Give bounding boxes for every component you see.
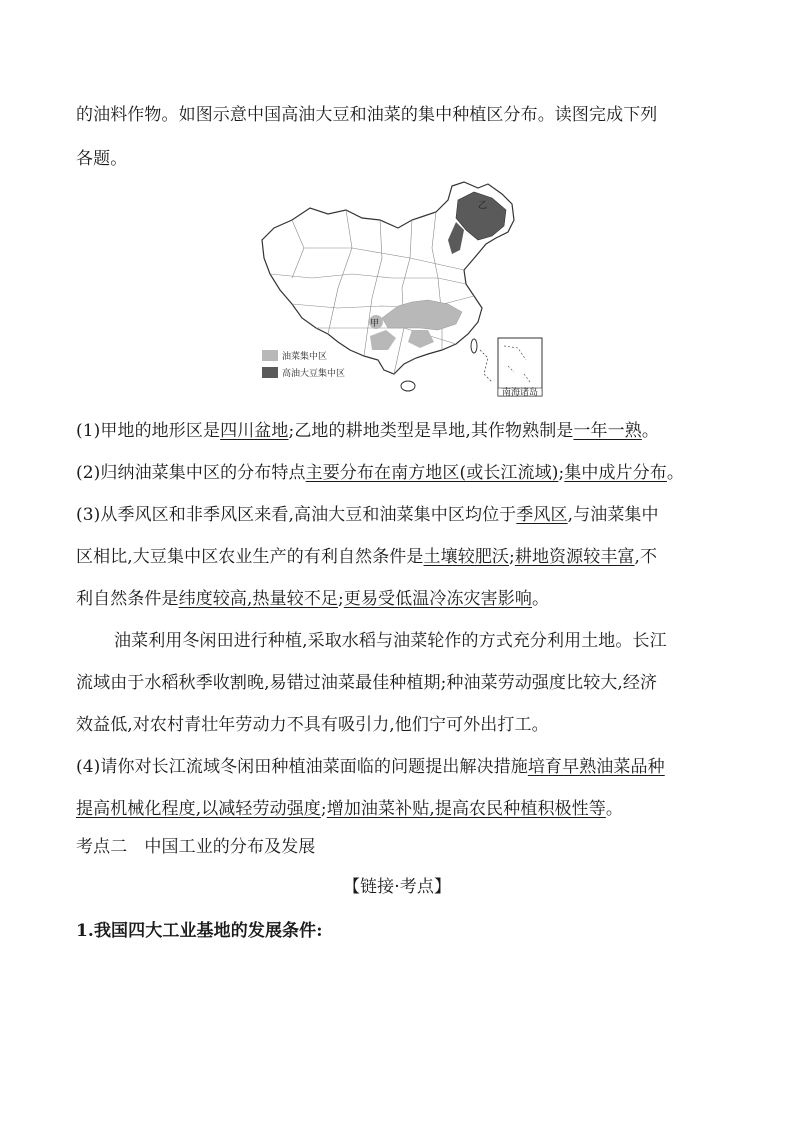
legend-label-soybean: 高油大豆集中区 bbox=[282, 369, 346, 379]
answer-3b: 土壤较肥沃 bbox=[423, 547, 510, 567]
answer-3d: 纬度较高,热量较不足 bbox=[178, 589, 339, 609]
answer-3c: 耕地资源较丰富 bbox=[514, 547, 635, 567]
answer-2b: 集中成片分布 bbox=[564, 463, 667, 483]
link-heading: 【链接·考点】 bbox=[342, 877, 452, 897]
paragraph-line-2: 流域由于水稻秋季收割晚,易错过油菜最佳种植期;种油菜劳动强度比较大,经济 bbox=[76, 673, 658, 693]
answer-2a: 主要分布在南方地区(或长江流域) bbox=[305, 463, 559, 483]
question-2: (2)归纳油菜集中区的分布特点主要分布在南方地区(或长江流域);集中成片分布。 bbox=[76, 463, 685, 483]
answer-4a: 培育早熟油菜品种 bbox=[527, 757, 665, 777]
question-3-line-3: 利自然条件是纬度较高,热量较不足;更易受低温冷冻灾害影响。 bbox=[76, 589, 550, 609]
paragraph-line-3: 效益低,对农村青壮年劳动力不具有吸引力,他们宁可外出打工。 bbox=[76, 715, 549, 735]
label-jia: 甲 bbox=[370, 319, 380, 329]
answer-3e: 更易受低温冷冻灾害影响 bbox=[343, 589, 532, 609]
section-heading: 考点二 中国工业的分布及发展 bbox=[76, 837, 316, 857]
intro-line-1: 的油料作物。如图示意中国高油大豆和油菜的集中种植区分布。读图完成下列 bbox=[76, 105, 658, 125]
question-4-line-1: (4)请你对长江流域冬闲田种植油菜面临的问题提出解决措施培育早熟油菜品种 bbox=[76, 757, 665, 777]
answer-4c: 增加油菜补贴,提高农民种植积极性等 bbox=[326, 799, 606, 819]
answer-3a: 季风区 bbox=[516, 505, 568, 525]
legend-swatch-rapeseed bbox=[262, 350, 278, 361]
label-yi: 乙 bbox=[478, 201, 488, 211]
china-crop-distribution-map bbox=[252, 178, 549, 400]
answer-4b: 提高机械化程度,以减轻劳动强度 bbox=[76, 799, 321, 819]
question-3-line-1: (3)从季风区和非季风区来看,高油大豆和油菜集中区均位于季风区,与油菜集中 bbox=[76, 505, 659, 525]
answer-1b: 一年一熟 bbox=[573, 421, 642, 441]
question-4-line-2: 提高机械化程度,以减轻劳动强度;增加油菜补贴,提高农民种植积极性等。 bbox=[76, 799, 623, 819]
legend-swatch-soybean bbox=[262, 367, 278, 378]
legend-label-rapeseed: 油菜集中区 bbox=[282, 352, 328, 362]
south-china-sea-inset bbox=[498, 338, 542, 398]
item-1-heading: 1.我国四大工业基地的发展条件: bbox=[76, 921, 323, 941]
paragraph-line-1: 油菜利用冬闲田进行种植,采取水稻与油菜轮作的方式充分利用土地。长江 bbox=[114, 631, 667, 651]
inset-label: 南海诸岛 bbox=[502, 388, 539, 398]
answer-1a: 四川盆地 bbox=[220, 421, 289, 441]
map-legend bbox=[262, 350, 345, 379]
question-1: (1)甲地的地形区是四川盆地;乙地的耕地类型是旱地,其作物熟制是一年一熟。 bbox=[76, 421, 659, 441]
question-3-line-2: 区相比,大豆集中区农业生产的有利自然条件是土壤较肥沃;耕地资源较丰富,不 bbox=[76, 547, 658, 567]
intro-line-2: 各题。 bbox=[76, 149, 128, 169]
